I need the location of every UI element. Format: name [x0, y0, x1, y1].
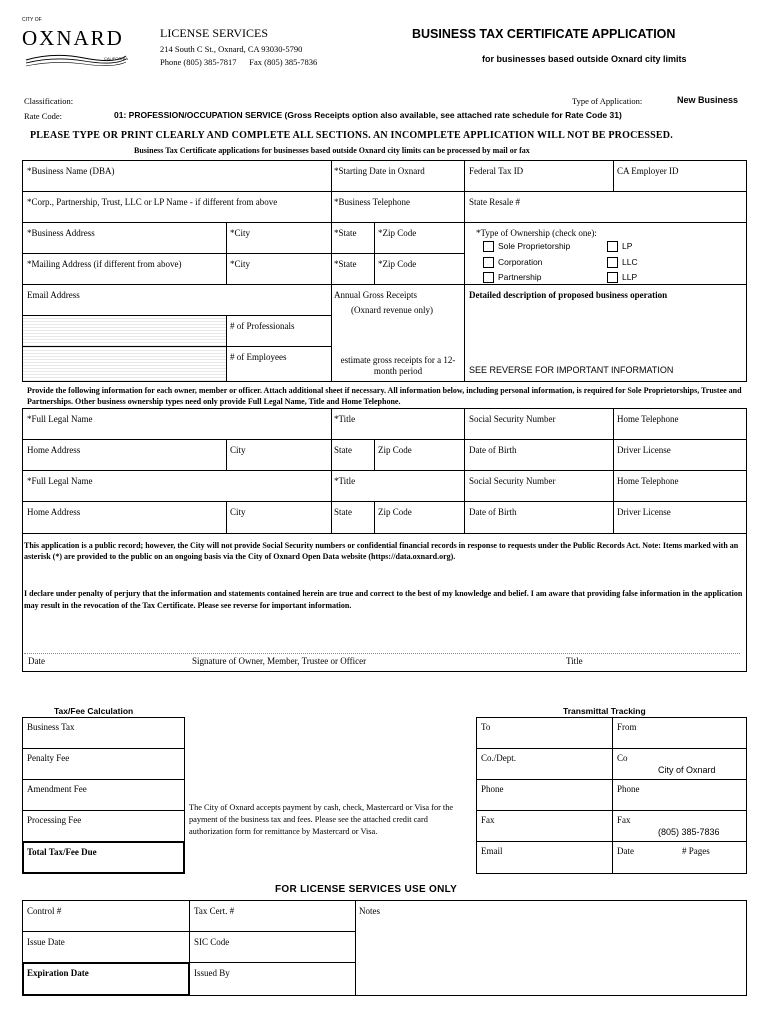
owner1-title-field[interactable]: *Title — [334, 414, 356, 424]
expiration-date-field[interactable]: Expiration Date — [27, 968, 89, 978]
form-subtitle: for businesses based outside Oxnard city limits — [482, 54, 687, 64]
dept-address: 214 South C St., Oxnard, CA 93030-5790 — [160, 44, 303, 54]
notes-field[interactable]: Notes — [359, 906, 380, 916]
owner1-phone-field[interactable]: Home Telephone — [617, 414, 679, 424]
transmittal-fax-field[interactable]: Fax — [481, 815, 495, 825]
transmittal-fax2-label: Fax — [617, 815, 631, 825]
transmittal-phone2-field[interactable]: Phone — [617, 784, 640, 794]
owner2-zip-field[interactable]: Zip Code — [378, 507, 412, 517]
transmittal-co-value: City of Oxnard — [658, 765, 716, 775]
owner2-phone-field[interactable]: Home Telephone — [617, 476, 679, 486]
transmittal-pages-field[interactable]: # Pages — [682, 846, 710, 856]
business-name-field[interactable]: *Business Name (DBA) — [27, 166, 115, 176]
ownership-llc[interactable]: LLC — [607, 257, 638, 268]
sic-code-field[interactable]: SIC Code — [194, 937, 230, 947]
logo-small-text: CITY OF — [22, 17, 42, 23]
owner2-dob-field[interactable]: Date of Birth — [469, 507, 517, 517]
perjury-statement: I declare under penalty of perjury that the information and statements contained herein are true and correct to the best of my knowledge and belief. I am aware that providing false information in the application may result in the revocation of the Tax Certificate. Please see reverse for important information. — [24, 589, 743, 610]
issued-by-field[interactable]: Issued By — [194, 968, 230, 978]
ownership-partnership[interactable]: Partnership — [483, 272, 541, 283]
logo-state-text: CALIFORNIA — [104, 56, 129, 61]
ownership-sole[interactable]: Sole Proprietorship — [483, 241, 570, 252]
owner2-ssn-field[interactable]: Social Security Number — [469, 476, 556, 486]
transmittal-heading: Transmittal Tracking — [563, 706, 646, 716]
start-date-field[interactable]: *Starting Date in Oxnard — [334, 166, 425, 176]
owner2-name-field[interactable]: *Full Legal Name — [27, 476, 93, 486]
checkbox-icon[interactable] — [483, 272, 494, 283]
transmittal-co-dept-field[interactable]: Co./Dept. — [481, 753, 516, 763]
logo-text: OXNARD — [22, 26, 124, 50]
owner2-state-field[interactable]: State — [334, 507, 352, 517]
transmittal-to-field[interactable]: To — [481, 722, 491, 732]
owner1-address-field[interactable]: Home Address — [27, 445, 81, 455]
state-resale-field[interactable]: State Resale # — [469, 197, 520, 207]
gross-receipts-label: Annual Gross Receipts — [334, 290, 417, 300]
business-zip-field[interactable]: *Zip Code — [378, 228, 417, 238]
transmittal-email-field[interactable]: Email — [481, 846, 503, 856]
owner1-zip-field[interactable]: Zip Code — [378, 445, 412, 455]
city-logo — [20, 17, 130, 70]
penalty-fee-field[interactable]: Penalty Fee — [27, 753, 70, 763]
application-type-value: New Business — [677, 95, 739, 105]
mailing-address-field[interactable]: *Mailing Address (if different from above) — [27, 259, 182, 269]
total-fee-field[interactable]: Total Tax/Fee Due — [27, 847, 97, 857]
estimate-note: estimate gross receipts for a 12-month period — [340, 355, 456, 376]
signature-label[interactable]: Signature of Owner, Member, Trustee or Officer — [192, 656, 367, 666]
email-shaded-area-2 — [23, 347, 226, 381]
processing-fee-field[interactable]: Processing Fee — [27, 815, 82, 825]
owner1-license-field[interactable]: Driver License — [617, 445, 671, 455]
amendment-fee-field[interactable]: Amendment Fee — [27, 784, 87, 794]
checkbox-icon[interactable] — [607, 257, 618, 268]
checkbox-icon[interactable] — [483, 241, 494, 252]
dept-name: LICENSE SERVICES — [160, 26, 269, 40]
transmittal-fax-value: (805) 385-7836 — [658, 827, 720, 837]
public-record-notice: This application is a public record; however, the City will not provide Social Security numbers or confidential financial records in response to requests under the Public Records Act. Note: Items marked with an asterisk (*) are provided to the public on an ongoing basis via the City of Oxnard Open Data website (https://data.oxnard.org). — [24, 541, 739, 561]
checkbox-icon[interactable] — [607, 241, 618, 252]
owner2-address-field[interactable]: Home Address — [27, 507, 81, 517]
signature-line — [24, 653, 740, 654]
mailing-state-field[interactable]: *State — [334, 259, 357, 269]
mailing-zip-field[interactable]: *Zip Code — [378, 259, 417, 269]
notice-sub: Business Tax Certificate applications for businesses based outside Oxnard city limits can be processed by mail or fax — [134, 146, 530, 155]
mailing-city-field[interactable]: *City — [230, 259, 251, 269]
dept-phone-fax: Phone (805) 385-7817 Fax (805) 385-7836 — [160, 57, 318, 67]
business-tax-field[interactable]: Business Tax — [27, 722, 75, 732]
gross-receipts-sub: (Oxnard revenue only) — [351, 305, 433, 315]
owner1-state-field[interactable]: State — [334, 445, 352, 455]
email-shaded-area — [23, 316, 226, 346]
ca-employer-id-field[interactable]: CA Employer ID — [617, 166, 679, 176]
see-reverse-note: SEE REVERSE FOR IMPORTANT INFORMATION — [469, 365, 674, 375]
owner2-license-field[interactable]: Driver License — [617, 507, 671, 517]
business-state-field[interactable]: *State — [334, 228, 357, 238]
application-type-label: Type of Application: — [572, 96, 643, 106]
business-description-field[interactable]: Detailed description of proposed business operation — [469, 290, 668, 300]
transmittal-phone-field[interactable]: Phone — [481, 784, 504, 794]
business-address-field[interactable]: *Business Address — [27, 228, 95, 238]
owner1-name-field[interactable]: *Full Legal Name — [27, 414, 93, 424]
owner2-title-field[interactable]: *Title — [334, 476, 356, 486]
tax-cert-field[interactable]: Tax Cert. # — [194, 906, 235, 916]
owner1-ssn-field[interactable]: Social Security Number — [469, 414, 556, 424]
payment-note: The City of Oxnard accepts payment by cash, check, Mastercard or Visa for the payment of the business tax and fees. Please see the attached credit card authorization form for remittance by Mastercard or Visa. — [189, 803, 454, 836]
corp-name-field[interactable]: *Corp., Partnership, Trust, LLC or LP Name - if different from above — [27, 197, 278, 207]
owner1-dob-field[interactable]: Date of Birth — [469, 445, 517, 455]
ownership-label: *Type of Ownership (check one): — [476, 228, 597, 238]
ownership-llp[interactable]: LLP — [607, 272, 637, 283]
rate-code-value: 01: PROFESSION/OCCUPATION SERVICE (Gross Receipts option also available, see attached rate schedule for Rate Code 31) — [114, 110, 622, 120]
control-number-field[interactable]: Control # — [27, 906, 62, 916]
office-use-heading: FOR LICENSE SERVICES USE ONLY — [275, 884, 458, 895]
issue-date-field[interactable]: Issue Date — [27, 937, 65, 947]
federal-tax-id-field[interactable]: Federal Tax ID — [469, 166, 524, 176]
professionals-field[interactable]: # of Professionals — [230, 321, 295, 331]
owner1-city-field[interactable]: City — [230, 445, 246, 455]
transmittal-date-field[interactable]: Date — [617, 846, 634, 856]
business-phone-field[interactable]: *Business Telephone — [334, 197, 410, 207]
ownership-corp[interactable]: Corporation — [483, 257, 542, 268]
checkbox-icon[interactable] — [483, 257, 494, 268]
form-title: BUSINESS TAX CERTIFICATE APPLICATION — [412, 27, 676, 41]
sign-date-label[interactable]: Date — [28, 656, 45, 666]
owners-instructions: Provide the following information for each owner, member or officer. Attach additional sheet if necessary. All information below, including personal information, is required for Sole Proprietorships, Trustee and Partnerships. Other business ownership types need only provide Full Legal Name, Title and Home Telephone. — [27, 386, 742, 406]
employees-field[interactable]: # of Employees — [230, 352, 287, 362]
transmittal-co-label: Co — [617, 753, 628, 763]
business-city-field[interactable]: *City — [230, 228, 251, 238]
sign-title-label[interactable]: Title — [566, 656, 583, 666]
owner2-city-field[interactable]: City — [230, 507, 246, 517]
classification-label: Classification: — [24, 96, 74, 106]
rate-code-label: Rate Code: — [24, 111, 63, 121]
email-field[interactable]: Email Address — [27, 290, 80, 300]
fees-heading: Tax/Fee Calculation — [54, 706, 134, 716]
transmittal-from-field[interactable]: From — [617, 722, 637, 732]
ownership-lp[interactable]: LP — [607, 241, 632, 252]
checkbox-icon[interactable] — [607, 272, 618, 283]
notice-main: PLEASE TYPE OR PRINT CLEARLY AND COMPLETE ALL SECTIONS. AN INCOMPLETE APPLICATION WILL NOT BE PROCESSED. — [30, 130, 673, 141]
